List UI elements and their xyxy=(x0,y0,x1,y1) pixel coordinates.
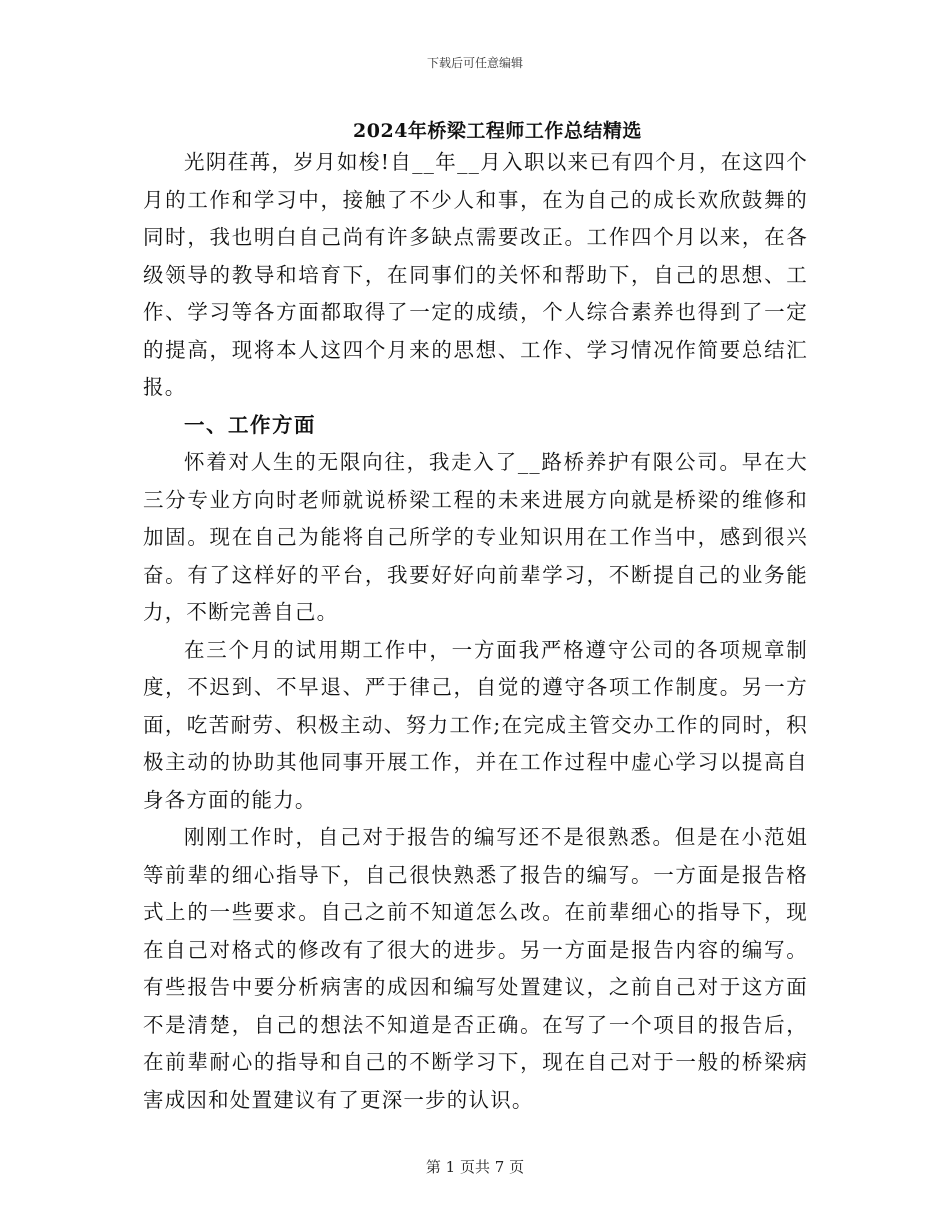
body-paragraph: 刚刚工作时，自己对于报告的编写还不是很熟悉。但是在小范姐等前辈的细心指导下，自己很快熟悉了报告的编写。一方面是报告格式上的一些要求。自己之前不知道怎么改。在前辈细心的指导下，现在自己对格式的修改有了很大的进步。另一方面是报告内容的编写。有些报告中要分析病害的成因和编写处置建议，之前自己对于这方面不是清楚，自己的想法不知道是否正确。在写了一个项目的报告后，在前辈耐心的指导和自己的不断学习下，现在自己对于一般的桥梁病害成因和处置建议有了更深一步的认识。 xyxy=(143,825,808,1112)
document-body xyxy=(143,144,808,1119)
document-title: 2024年桥梁工程师工作总结精选 xyxy=(353,120,642,142)
body-paragraph: 怀着对人生的无限向往，我走入了__路桥养护有限公司。早在大三分专业方向时老师就说桥梁工程的未来进展方向就是桥梁的维修和加固。现在自己为能将自己所学的专业知识用在工作当中，感到很兴奋。有了这样好的平台，我要好好向前辈学习，不断提自己的业务能力，不断完善自己。 xyxy=(143,450,808,624)
intro-paragraph: 光阴荏苒，岁月如梭!自__年__月入职以来已有四个月，在这四个月的工作和学习中，接触了不少人和事，在为自己的成长欢欣鼓舞的同时，我也明白自己尚有许多缺点需要改正。工作四个月以来，在各级领导的教导和培育下，在同事们的关怀和帮助下，自己的思想、工作、学习等各方面都取得了一定的成绩，个人综合素养也得到了一定的提高，现将本人这四个月来的思想、工作、学习情况作简要总结汇报。 xyxy=(143,150,808,399)
section-heading: 一、工作方面 xyxy=(184,412,316,437)
page-number-footer: 第 1 页共 7 页 xyxy=(425,1158,525,1176)
header-note: 下载后可任意编辑 xyxy=(426,56,523,70)
body-paragraph: 在三个月的试用期工作中，一方面我严格遵守公司的各项规章制度，不迟到、不早退、严于律己，自觉的遵守各项工作制度。另一方面，吃苦耐劳、积极主动、努力工作;在完成主管交办工作的同时，积极主动的协助其他同事开展工作，并在工作过程中虚心学习以提高自身各方面的能力。 xyxy=(143,637,808,812)
